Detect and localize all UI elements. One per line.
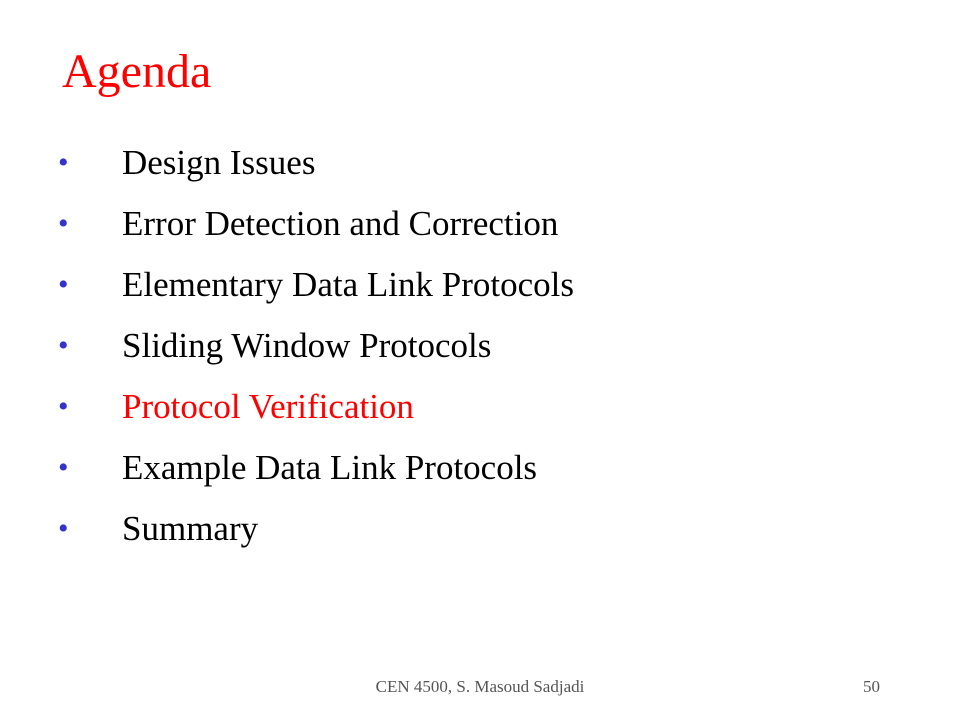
- page-number: 50: [863, 677, 880, 696]
- agenda-item-label: Example Data Link Protocols: [122, 448, 538, 487]
- agenda-item-summary: [0, 498, 900, 559]
- agenda-item-label: Summary: [122, 509, 259, 548]
- bullet-icon: •: [58, 146, 69, 179]
- agenda-item-label: Elementary Data Link Protocols: [122, 265, 574, 304]
- agenda-item-example-protocols: [0, 437, 900, 498]
- slide-title: Agenda: [62, 45, 212, 98]
- bullet-icon: •: [58, 512, 69, 545]
- bullet-icon: •: [58, 207, 69, 240]
- bullet-icon: •: [58, 451, 69, 484]
- bullet-icon: •: [58, 268, 69, 301]
- agenda-item-label: Design Issues: [122, 143, 316, 182]
- bullet-icon: •: [58, 390, 69, 423]
- agenda-item-design-issues: [0, 132, 900, 193]
- agenda-item-protocol-verification: [0, 376, 900, 437]
- bullet-icon: •: [58, 329, 69, 362]
- agenda-item-label-highlighted: Protocol Verification: [122, 387, 414, 426]
- agenda-item-sliding-window: [0, 315, 900, 376]
- agenda-item-elementary-protocols: [0, 254, 900, 315]
- slide-footer: CEN 4500, S. Masoud Sadjadi: [375, 677, 585, 696]
- agenda-item-label: Error Detection and Correction: [122, 204, 559, 243]
- agenda-item-label: Sliding Window Protocols: [122, 326, 492, 365]
- agenda-item-error-detection: [0, 193, 900, 254]
- agenda-list: [0, 132, 900, 559]
